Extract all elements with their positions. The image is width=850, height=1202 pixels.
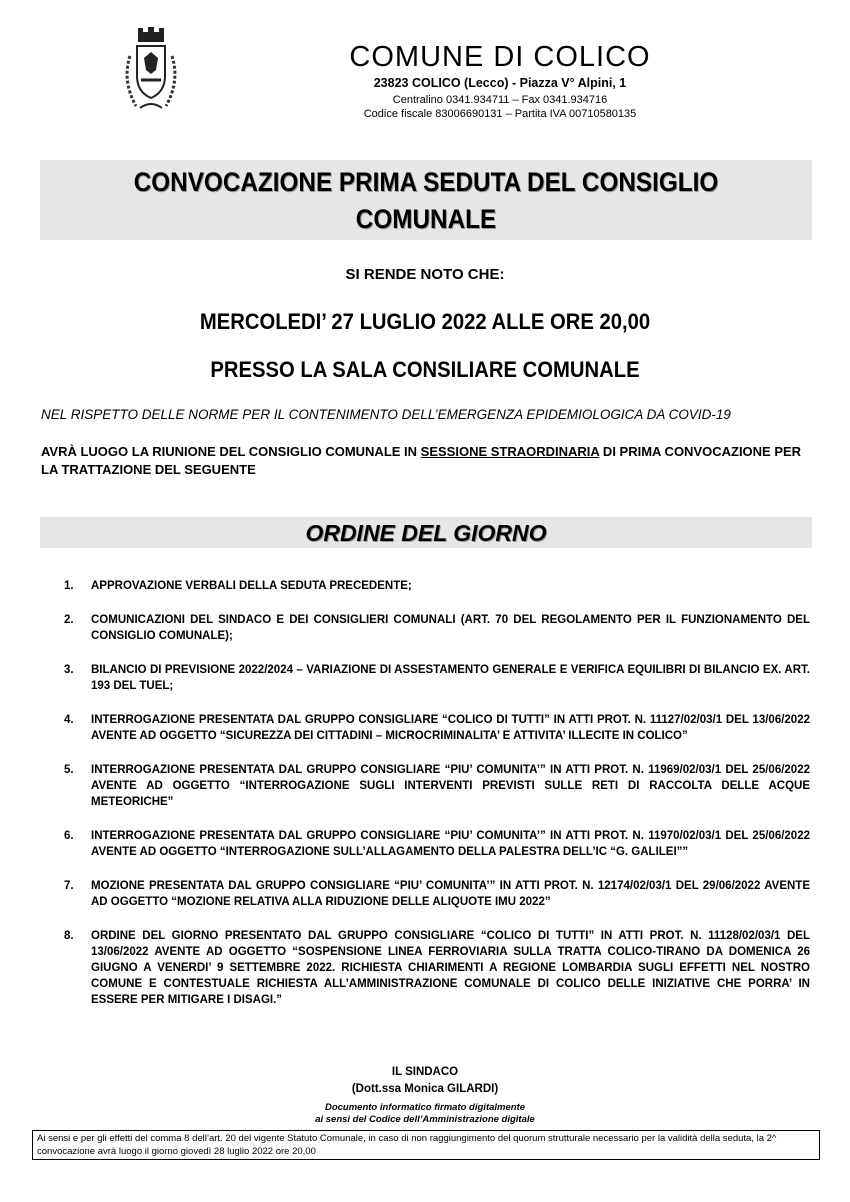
agenda-item-number: 5. [64, 764, 74, 776]
agenda-item-number: 4. [64, 714, 74, 726]
agenda-item [64, 712, 810, 744]
agenda-item-text: COMUNICAZIONI DEL SINDACO E DEI CONSIGLIERI COMUNALI (ART. 70 DEL REGOLAMENTO PER IL FUNZIONAMENTO DEL CONSIGLIO COMUNALE); [91, 614, 810, 642]
org-tax-codes: Codice fiscale 83006690131 – Partita IVA 00710580135 [363, 108, 637, 120]
signature-note-line-1: Documento informatico firmato digitalmente [324, 1102, 526, 1113]
agenda-item-number: 8. [64, 930, 74, 942]
signer-name: (Dott.ssa Monica GILARDI) [351, 1083, 499, 1095]
notice-heading: SI RENDE NOTO CHE: [345, 266, 505, 283]
agenda-item-text: INTERROGAZIONE PRESENTATA DAL GRUPPO CONSIGLIARE “PIU’ COMUNITA’” IN ATTI PROT. N. 11970/02/03/1 DEL 25/06/2022 AVENTE AD OGGETTO “INTERROGAZIONE SULL’ALLAGAMENTO DELLA PALESTRA DELL’IC “G. GALILEI”” [91, 830, 810, 858]
agenda-title: ORDINE DEL GIORNO [305, 520, 547, 546]
agenda-item-text: ORDINE DEL GIORNO PRESENTATO DAL GRUPPO CONSIGLIARE “COLICO DI TUTTI” IN ATTI PROT. N. 11128/02/03/1 DEL 13/06/2022 AVENTE AD OGGETTO “SOSPENSIONE LINEA FERROVIARIA SULLA TRATTA COLICO-TIRANO DA DOMENICA 26 GIUGNO A VENERDI’ 9 SETTEMBRE 2022. RICHIESTA CHIARIMENTI A REGIONE LOMBARDIA SUGLI EFFETTI NEL NOSTRO COMUNE E CONTESTUALE RICHIESTA ALL’AMMINISTRAZIONE COMUNALE DI COLICO DELLE INIZIATIVE CHE PORRA’ IN ESSERE PER MITIGARE I DISAGI.” [91, 930, 810, 1006]
agenda-item-number: 6. [64, 830, 74, 842]
agenda-item-number: 2. [64, 614, 74, 626]
session-type: SESSIONE STRAORDINARIA [420, 444, 600, 459]
meeting-place: PRESSO LA SALA CONSILIARE COMUNALE [210, 357, 640, 382]
org-address: 23823 COLICO (Lecco) - Piazza V° Alpini, 1 [373, 76, 627, 90]
meeting-text-part1: AVRÀ LUOGO LA RIUNIONE DEL CONSIGLIO COMUNALE IN [41, 444, 421, 459]
agenda-item [64, 662, 810, 694]
meeting-date: MERCOLEDI’ 27 LUGLIO 2022 ALLE ORE 20,00 [199, 309, 651, 334]
agenda-item [64, 928, 810, 1008]
municipal-crest-icon [118, 26, 184, 114]
org-phone: Centralino 0341.934711 – Fax 0341.934716 [392, 94, 608, 106]
agenda-item [64, 612, 810, 644]
page-title [79, 164, 774, 238]
agenda-item-text: APPROVAZIONE VERBALI DELLA SEDUTA PRECEDENTE; [91, 580, 412, 592]
signature-note-line-2: ai sensi del Codice dell’Amministrazione digitale [315, 1114, 535, 1125]
footer-note: Ai sensi e per gli effetti del comma 8 dell’art. 20 del vigente Statuto Comunale, in caso di non raggiungimento del quorum strutturale necessario per la validità della seduta, la 2^ convocazione avrà luogo il giorno giovedì 28 luglio 2022 ore 20,00 [37, 1133, 777, 1157]
org-name: COMUNE DI COLICO [349, 41, 651, 73]
meeting-description [41, 443, 811, 479]
meeting-text-part2: DI PRIMA CONVOCAZIONE PER LA TRATTAZIONE DEL SEGUENTE [41, 444, 802, 477]
agenda-item-text: MOZIONE PRESENTATA DAL GRUPPO CONSIGLIARE “PIU’ COMUNITA’” IN ATTI PROT. N. 12174/02/03/1 DEL 29/06/2022 AVENTE AD OGGETTO “MOZIONE RELATIVA ALLA RIDUZIONE DELLE ALIQUOTE IMU 2022” [91, 880, 810, 908]
covid-note: NEL RISPETTO DELLE NORME PER IL CONTENIMENTO DELL’EMERGENZA EPIDEMIOLOGICA DA COVID-19 [41, 407, 731, 422]
agenda-item [64, 828, 810, 860]
agenda-item-text: INTERROGAZIONE PRESENTATA DAL GRUPPO CONSIGLIARE “PIU’ COMUNITA’” IN ATTI PROT. N. 11969/02/03/1 DEL 25/06/2022 AVENTE AD OGGETTO “INTERROGAZIONE SUGLI INTERVENTI PREVISTI SULLE RETI DI RACCOLTA DELLE ACQUE METEORICHE” [91, 764, 810, 808]
agenda-item [64, 878, 810, 910]
digital-signature-note [0, 1102, 850, 1126]
agenda-item [64, 578, 810, 594]
signer-role: IL SINDACO [391, 1066, 459, 1078]
agenda-item [64, 762, 810, 810]
title-line-2: COMUNALE [355, 204, 497, 234]
agenda-item-number: 7. [64, 880, 74, 892]
agenda-item-number: 3. [64, 664, 74, 676]
org-contacts [290, 93, 710, 121]
title-line-1: CONVOCAZIONE PRIMA SEDUTA DEL CONSIGLIO [133, 167, 719, 197]
agenda-item-text: INTERROGAZIONE PRESENTATA DAL GRUPPO CONSIGLIARE “COLICO DI TUTTI” IN ATTI PROT. N. 11127/02/03/1 DEL 13/06/2022 AVENTE AD OGGETTO “SICUREZZA DEI CITTADINI – MICROCRIMINALITA’ E ATTIVITA’ ILLECITE IN COLICO” [91, 714, 810, 742]
agenda-item-text: BILANCIO DI PREVISIONE 2022/2024 – VARIAZIONE DI ASSESTAMENTO GENERALE E VERIFICA EQUILIBRI DI BILANCIO EX. ART. 193 DEL TUEL; [91, 664, 810, 692]
agenda-item-number: 1. [64, 580, 74, 592]
agenda-list [64, 578, 810, 1026]
